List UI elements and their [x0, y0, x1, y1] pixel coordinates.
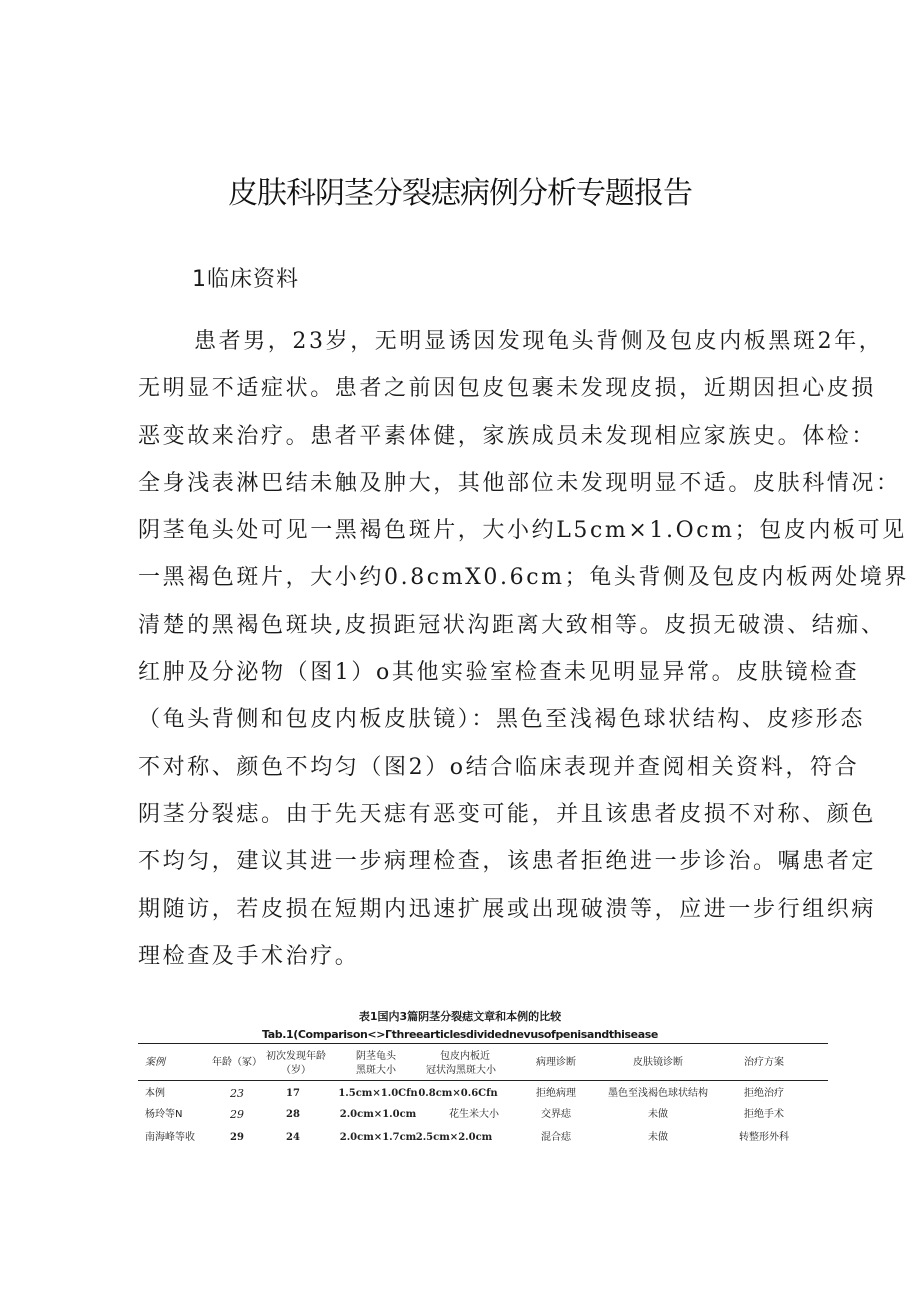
- paragraph-line: 一黑褐色斑片，大小约0.8cmX0.6cm；龟头背侧及包皮内板两处境界: [138, 565, 910, 591]
- table-cell-dermoscopy: 未做: [648, 1132, 668, 1143]
- header-onset-line1: 初次发现年龄: [266, 1051, 326, 1062]
- table-cell-case: 南海峰等收: [145, 1132, 195, 1143]
- table-cell-onset: 17: [286, 1088, 300, 1099]
- paragraph-line: 阴茎分裂痣。由于先天痣有恶变可能，并且该患者皮损不对称、颜色: [138, 801, 877, 827]
- table-top-rule: [138, 1043, 828, 1044]
- table-cell-age: 29: [230, 1132, 244, 1143]
- table-caption-english: Tab.1(Comparison<>Γthreearticlesdividednevusofpenisandthisease: [262, 1028, 658, 1041]
- header-pathology: 病理诊断: [536, 1057, 576, 1068]
- paragraph-line: 清楚的黑褐色斑块,皮损距冠状沟距离大致相等。皮损无破溃、结痂、: [138, 612, 886, 638]
- paragraph-line: 阴茎龟头处可见一黑褐色斑片，大小约L5cm×1.Ocm；包皮内板可见: [138, 518, 907, 544]
- table-cell-glans: 1.5cm×1.0Cfn: [338, 1088, 418, 1099]
- table-caption-chinese: 表1国内3篇阴茎分裂痣文章和本例的比较: [358, 1010, 562, 1023]
- paragraph-line: 患者男，23岁，无明显诱因发现龟头背侧及包皮内板黑斑2年，: [194, 329, 884, 354]
- header-glans-line1: 阴茎龟头: [356, 1051, 396, 1062]
- table-cell-age: 23: [230, 1087, 244, 1100]
- paragraph-line: 恶变故来治疗。患者平素体健，家族成员未发现相应家族史。体检：: [138, 423, 877, 449]
- table-cell-treatment: 拒绝手术: [744, 1109, 784, 1120]
- document-title: 皮肤科阴茎分裂痣病例分析专题报告: [228, 176, 692, 211]
- body-paragraph: [138, 318, 910, 980]
- header-case: 案例: [145, 1057, 165, 1068]
- table-cell-foreskin: 花生米大小: [449, 1109, 499, 1120]
- table-cell-pathology: 拒绝病理: [536, 1088, 576, 1099]
- table-header-rule: [138, 1080, 828, 1081]
- header-onset-line2: （岁）: [281, 1065, 311, 1076]
- table-cell-foreskin: 2.5cm×2.0cm: [415, 1132, 493, 1143]
- table-cell-pathology: 交界痣: [541, 1109, 571, 1120]
- section-heading: 1临床资料: [192, 267, 299, 292]
- table-cell-age: 29: [230, 1108, 244, 1121]
- header-foreskin-line2: 冠状沟黑斑大小: [426, 1065, 496, 1076]
- table-cell-treatment: 拒绝治疗: [744, 1088, 784, 1099]
- table-cell-glans: 2.0cm×1.7cm: [339, 1132, 417, 1143]
- table-cell-pathology: 混合痣: [541, 1132, 571, 1143]
- table-cell-case: 本例: [145, 1088, 165, 1099]
- table-cell-case: 杨玲等N: [145, 1109, 183, 1120]
- table-cell-onset: 28: [286, 1109, 300, 1120]
- paragraph-line: 理检查及手术治疗。: [138, 943, 360, 969]
- paragraph-line: （龟头背侧和包皮内板皮肤镜）：黑色至浅褐色球状结构、皮疹形态: [138, 707, 866, 733]
- paragraph-line: 不对称、颜色不均匀（图2）o结合临床表现并查阅相关资料，符合: [138, 754, 860, 780]
- header-glans-line2: 黑斑大小: [356, 1065, 396, 1076]
- header-foreskin-line1: 包皮内板近: [440, 1051, 490, 1062]
- paragraph-line: 无明显不适症状。患者之前因包皮包裹未发现皮损，近期因担心皮损: [138, 376, 877, 402]
- table-cell-glans: 2.0cm×1.0cm: [339, 1109, 417, 1120]
- paragraph-line: 红肿及分泌物（图1）o其他实验室检查未见明显异常。皮肤镜检查: [138, 660, 860, 686]
- paragraph-line: 期随访，若皮损在短期内迅速扩展或出现破溃等，应进一步行组织病: [138, 896, 877, 922]
- table-cell-onset: 24: [286, 1132, 300, 1143]
- paragraph-line: 全身浅表淋巴结未触及肿大，其他部位未发现明显不适。皮肤科情况：: [138, 470, 901, 496]
- table-cell-dermoscopy: 未做: [648, 1109, 668, 1120]
- table-cell-treatment: 转整形外科: [739, 1132, 789, 1143]
- paragraph-line: 不均匀，建议其进一步病理检查，该患者拒绝进一步诊治。嘱患者定: [138, 849, 877, 875]
- header-age: 年龄（冢）: [212, 1057, 262, 1068]
- table-cell-dermoscopy: 墨色至浅褐色球状结构: [608, 1088, 708, 1099]
- header-treatment: 治疗方案: [744, 1057, 784, 1068]
- header-dermoscopy: 皮肤镜诊断: [633, 1057, 683, 1068]
- table-cell-foreskin: 0.8cm×0.6Cfn: [418, 1088, 498, 1099]
